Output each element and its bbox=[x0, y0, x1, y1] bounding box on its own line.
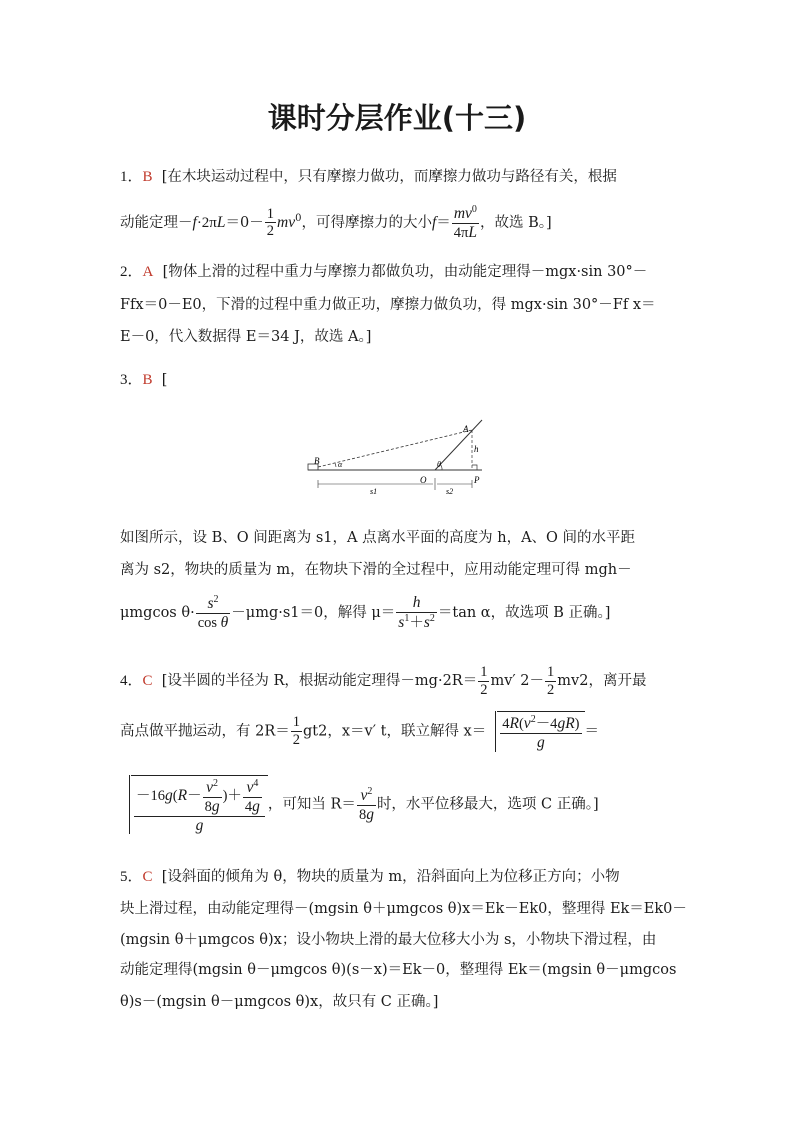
q3-fraction-s2-cos: $\frac{s^2}{\text{cos θ}}$ bbox=[197, 594, 229, 631]
label-B: B bbox=[314, 456, 320, 466]
q4-text-1a: [设半圆的半径为 R，根据动能定理得－mg·2R＝ bbox=[161, 673, 478, 690]
label-alpha: α bbox=[338, 460, 343, 469]
q1-line-1 bbox=[120, 170, 617, 185]
q3-bracket: [ bbox=[161, 372, 168, 388]
q5-line-1 bbox=[120, 870, 620, 885]
q5-number: 5． bbox=[120, 869, 143, 885]
q3-text-3b: －μmg·s1＝0，解得 μ＝ bbox=[231, 604, 396, 621]
q4-number: 4． bbox=[120, 673, 143, 690]
q4-text-2b: gt2，x＝v′ t，联立解得 x＝ bbox=[303, 723, 487, 740]
q4-answer: C bbox=[142, 673, 153, 690]
q4-fraction-half-2: $\frac{1}{2}$ bbox=[547, 664, 555, 698]
label-theta: θ bbox=[437, 460, 441, 469]
q5-answer: C bbox=[142, 869, 153, 885]
q3-answer: B bbox=[142, 372, 153, 388]
q1-text-2b: ＝0－ bbox=[225, 214, 264, 231]
q1-text-2d: ，故选 B。] bbox=[479, 214, 552, 231]
q5-line-5: θ)s－(mgsin θ－μmgcos θ)x，故只有 C 正确。] bbox=[120, 994, 439, 1010]
label-h: h bbox=[474, 444, 479, 454]
q3-number: 3． bbox=[120, 372, 143, 388]
label-P: P bbox=[474, 475, 480, 485]
incline-diagram bbox=[300, 412, 500, 508]
q2-line-1 bbox=[120, 265, 647, 280]
q4-text-1b: mv′ 2－ bbox=[490, 673, 545, 690]
label-O: O bbox=[420, 475, 427, 485]
q1-fraction-f: $\frac{mv^0}{4\pi L}$ bbox=[453, 204, 477, 241]
label-s1: s1 bbox=[370, 487, 378, 496]
q1-text-2c: ，可得摩擦力的大小 bbox=[301, 214, 432, 231]
q2-answer: A bbox=[142, 264, 154, 280]
q2-text-1: [物体上滑的过程中重力与摩擦力都做负功，由动能定理得－mgx·sin 30°－ bbox=[162, 264, 648, 280]
q4-text-3b: 时，水平位移最大，选项 C 正确。] bbox=[376, 796, 599, 813]
q4-sqrt-2: －16g(R－ $\frac{v^2}{8g}$ )＋ $\frac{v^4}{4g}$ g bbox=[120, 775, 268, 834]
q3-text-3c: ＝tan α，故选项 B 正确。] bbox=[437, 604, 611, 621]
q4-line-3 bbox=[120, 775, 599, 834]
q3-line-3 bbox=[120, 594, 610, 632]
q5-line-2: 块上滑过程，由动能定理得－(mgsin θ＋μmgcos θ)x＝Ek－Ek0，整理得 Ek＝Ek0－ bbox=[120, 901, 687, 917]
q3-line-0 bbox=[120, 373, 167, 388]
q4-text-1c: mv2，离开最 bbox=[557, 673, 647, 690]
q4-text-3: ，可知当 R＝ bbox=[267, 796, 356, 813]
q1-number: 1． bbox=[120, 169, 143, 185]
q3-fraction-mu: $\frac{h}{s^1+s^2}$ bbox=[398, 594, 435, 631]
label-s2: s2 bbox=[446, 487, 454, 496]
q4-line-1 bbox=[120, 664, 646, 698]
q4-fraction-half-3: $\frac{1}{2}$ bbox=[292, 714, 301, 748]
q4-fraction-R: $\frac{v^2}{8g}$ bbox=[358, 785, 374, 823]
q4-line-2: 高点做平抛运动，有 2R＝ $\frac{1}{2}$ gt2，x＝v′ t，联立解得 x＝ $\frac{4R(v^2-4gR)}{g}$ ＝ bbox=[120, 711, 599, 752]
q4-fraction-half-1: $\frac{1}{2}$ bbox=[480, 664, 488, 698]
q2-line-2: Ffx＝0－E0，下滑的过程中重力做正功，摩擦力做负功，得 mgx·sin 30°－Ff x＝ bbox=[120, 297, 656, 313]
q1-text-1: [在木块运动过程中，只有摩擦力做功，而摩擦力做功与路径有关，根据 bbox=[161, 169, 617, 185]
q2-number: 2． bbox=[120, 264, 143, 280]
q1-text-2a: 动能定理－ bbox=[120, 214, 193, 231]
q1-answer: B bbox=[142, 169, 153, 185]
q5-text-1: [设斜面的倾角为 θ，物块的质量为 m，沿斜面向上为位移正方向；小物 bbox=[161, 869, 620, 885]
q2-line-3: E－0，代入数据得 E＝34 J，故选 A。] bbox=[120, 329, 372, 345]
q4-text-2a: 高点做平抛运动，有 2R＝ bbox=[120, 723, 290, 740]
label-A: A bbox=[463, 424, 469, 434]
q1-fraction-half: $\frac{1}{2}$ bbox=[266, 205, 274, 240]
q5-line-3: (mgsin θ＋μmgcos θ)x；设小物块上滑的最大位移大小为 s，小物块下滑过程，由 bbox=[120, 932, 657, 948]
q4-sqrt-1: $\frac{4R(v^2-4gR)}{g}$ bbox=[486, 711, 584, 752]
q1-line-2: 动能定理－f·2πL＝0－ $\frac{1}{2}$ $mv^0$，可得摩擦力的大小f＝ $\frac{mv^0}{4\pi L}$ ，故选 B。] bbox=[120, 204, 552, 241]
q3-text-3a: μmgcos θ· bbox=[120, 604, 195, 621]
q3-line-1: 如图所示，设 B、O 间距离为 s1，A 点离水平面的高度为 h，A、O 间的水平距 bbox=[120, 530, 636, 546]
q3-line-2: 离为 s2，物块的质量为 m，在物块下滑的全过程中，应用动能定理可得 mgh－ bbox=[120, 562, 632, 578]
page-title: 课时分层作业(十三) bbox=[267, 101, 527, 135]
q5-line-4: 动能定理得(mgsin θ－μmgcos θ)(s－x)＝Ek－0，整理得 Ek＝(mgsin θ－μmgcos bbox=[120, 962, 677, 978]
